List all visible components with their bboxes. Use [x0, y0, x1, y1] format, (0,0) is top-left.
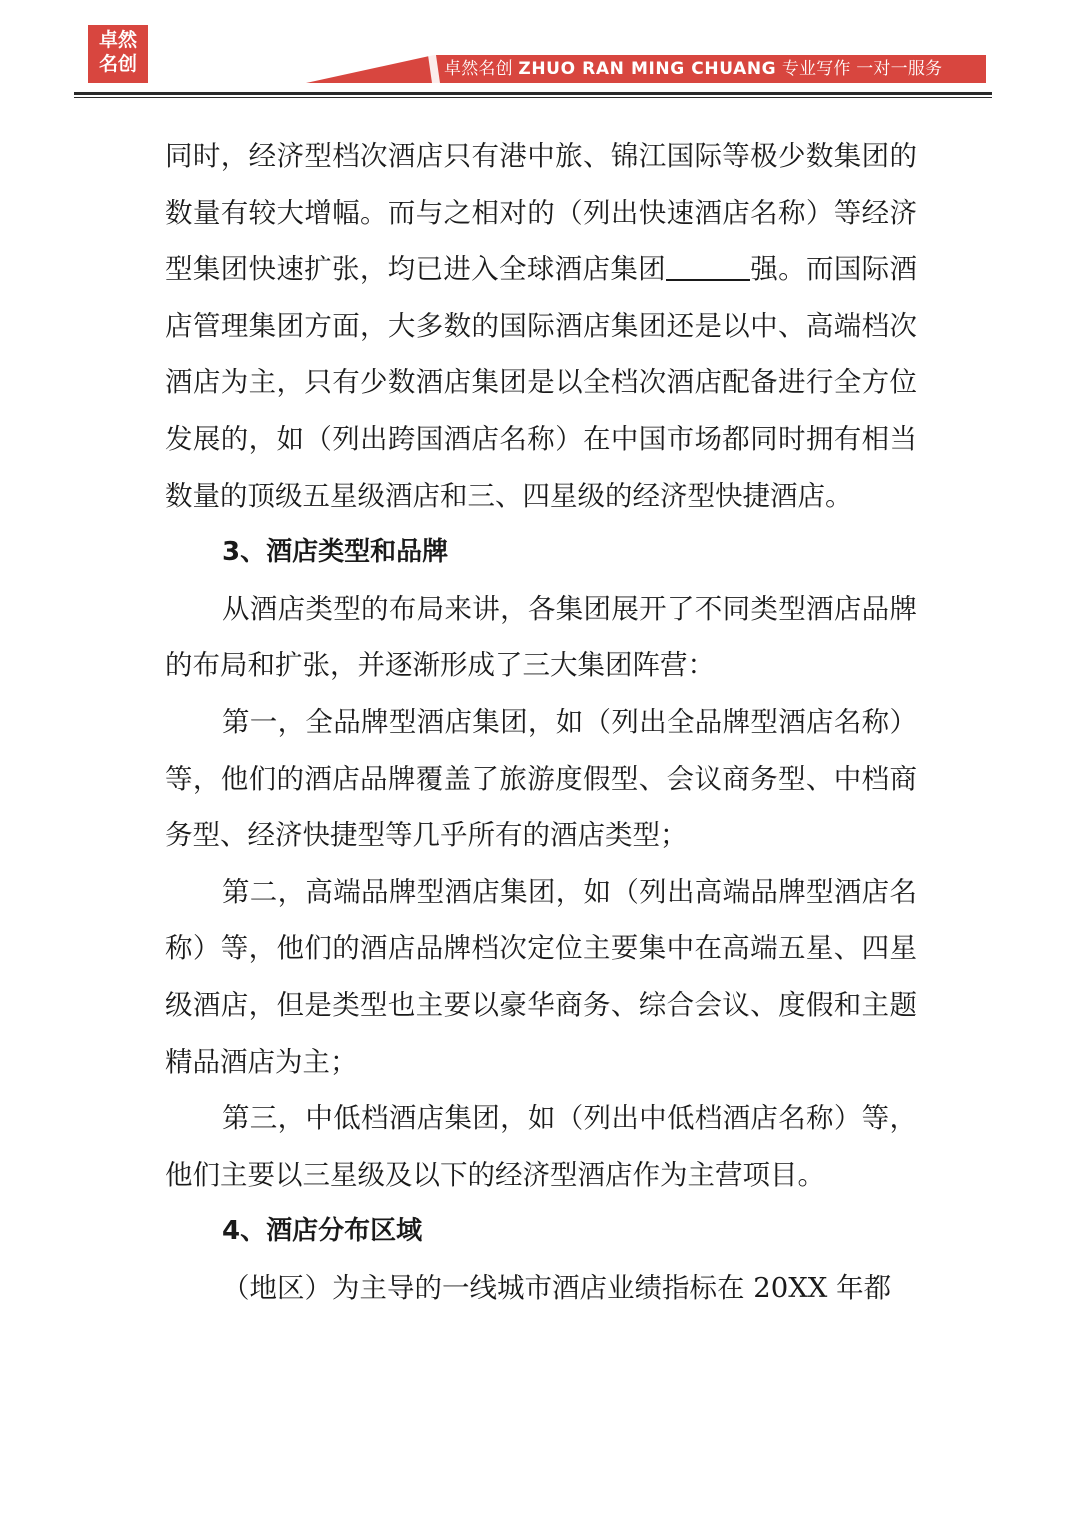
paragraph-1 [165, 128, 917, 524]
header-rule-thick [74, 92, 992, 95]
logo-text-bottom: 名创 [98, 53, 137, 75]
paragraph-1-text-a: 同时，经济型档次酒店只有港中旅、锦江国际等极少数集团的数量有较大增幅。而与之相对的（列出快速酒店名称）等经济型集团快速扩张，均已进入全球酒店集团 [165, 140, 917, 286]
section-heading-4: 4、酒店分布区域 [222, 1216, 423, 1247]
banner-cn: 卓然名创 [444, 59, 513, 79]
banner-text [444, 55, 984, 83]
logo-text-top: 卓然 [98, 29, 137, 51]
paragraph-4: 第二，高端品牌型酒店集团，如（列出高端品牌型酒店名称）等，他们的酒店品牌档次定位主要集中在高端五星、四星级酒店，但是类型也主要以豪华商务、综合会议、度假和主题精品酒店为主； [165, 875, 917, 1078]
header-rule-thin [74, 97, 992, 98]
brand-logo [88, 25, 148, 83]
header-banner [306, 55, 986, 83]
banner-en: ZHUO RAN MING CHUANG [518, 59, 777, 79]
document-body [165, 128, 917, 1316]
paragraph-1-text-b: 强。而国际酒店管理集团方面，大多数的国际酒店集团还是以中、高端档次酒店为主，只有少数酒店集团是以全档次酒店配备进行全方位发展的，如（列出跨国酒店名称）在中国市场都同时拥有相当数量的顶级五星级酒店和三、四星级的经济型快捷酒店。 [165, 253, 917, 512]
paragraph-5: 第三，中低档酒店集团，如（列出中低档酒店名称）等，他们主要以三星级及以下的经济型酒店作为主营项目。 [165, 1102, 917, 1191]
section-heading-3: 3、酒店类型和品牌 [222, 537, 449, 568]
paragraph-6: （地区）为主导的一线城市酒店业绩指标在 20XX 年都 [222, 1271, 892, 1304]
paragraph-2: 从酒店类型的布局来讲，各集团展开了不同类型酒店品牌的布局和扩张，并逐渐形成了三大集团阵营： [165, 592, 917, 682]
fill-in-blank [666, 251, 750, 282]
banner-tagline: 专业写作 一对一服务 [781, 59, 943, 79]
paragraph-3: 第一，全品牌型酒店集团，如（列出全品牌型酒店名称）等，他们的酒店品牌覆盖了旅游度假型、会议商务型、中档商务型、经济快捷型等几乎所有的酒店类型； [165, 705, 917, 852]
